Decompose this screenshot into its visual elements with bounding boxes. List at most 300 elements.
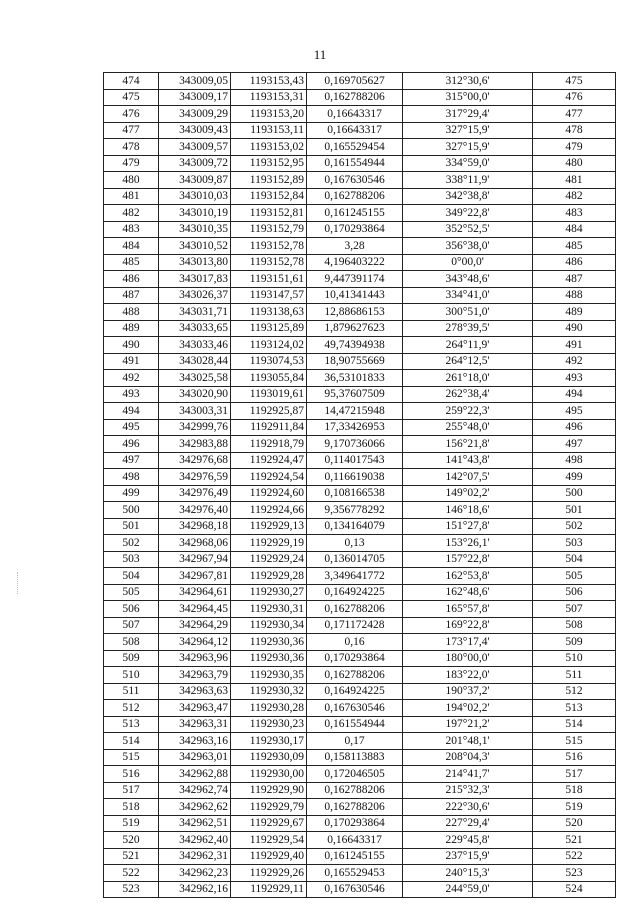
next-point-number-cell: 497 [533, 436, 616, 453]
bearing-cell: 190°37,2' [403, 683, 533, 700]
bearing-cell: 342°38,8' [403, 188, 533, 205]
table-row [104, 287, 616, 304]
distance-cell: 0,13 [307, 535, 403, 552]
y-coordinate-cell: 1193153,31 [231, 89, 307, 106]
next-point-number-cell: 504 [533, 551, 616, 568]
distance-cell: 0,16 [307, 634, 403, 651]
bearing-cell: 165°57,8' [403, 601, 533, 618]
table-row [104, 106, 616, 123]
distance-cell: 0,167630546 [307, 881, 403, 898]
next-point-number-cell: 484 [533, 221, 616, 238]
table-row [104, 188, 616, 205]
y-coordinate-cell: 1192924,54 [231, 469, 307, 486]
table-row [104, 320, 616, 337]
table-row [104, 89, 616, 106]
table-row [104, 518, 616, 535]
next-point-number-cell: 493 [533, 370, 616, 387]
distance-cell: 0,167630546 [307, 700, 403, 717]
next-point-number-cell: 511 [533, 667, 616, 684]
point-number-cell: 487 [104, 287, 159, 304]
next-point-number-cell: 475 [533, 73, 616, 90]
bearing-cell: 162°53,8' [403, 568, 533, 585]
bearing-cell: 244°59,0' [403, 881, 533, 898]
x-coordinate-cell: 343031,71 [159, 304, 231, 321]
point-number-cell: 504 [104, 568, 159, 585]
next-point-number-cell: 492 [533, 353, 616, 370]
table-row [104, 172, 616, 189]
next-point-number-cell: 498 [533, 452, 616, 469]
distance-cell: 0,164924225 [307, 584, 403, 601]
bearing-cell: 183°22,0' [403, 667, 533, 684]
distance-cell: 0,161245155 [307, 848, 403, 865]
next-point-number-cell: 505 [533, 568, 616, 585]
bearing-cell: 208°04,3' [403, 749, 533, 766]
x-coordinate-cell: 342963,01 [159, 749, 231, 766]
point-number-cell: 477 [104, 122, 159, 139]
point-number-cell: 495 [104, 419, 159, 436]
x-coordinate-cell: 342962,74 [159, 782, 231, 799]
x-coordinate-cell: 342967,94 [159, 551, 231, 568]
bearing-cell: 338°11,9' [403, 172, 533, 189]
bearing-cell: 315°00,0' [403, 89, 533, 106]
distance-cell: 0,114017543 [307, 452, 403, 469]
y-coordinate-cell: 1192924,66 [231, 502, 307, 519]
point-number-cell: 483 [104, 221, 159, 238]
table-row [104, 370, 616, 387]
x-coordinate-cell: 342962,16 [159, 881, 231, 898]
point-number-cell: 522 [104, 865, 159, 882]
y-coordinate-cell: 1193138,63 [231, 304, 307, 321]
table-row [104, 815, 616, 832]
table-row [104, 799, 616, 816]
bearing-cell: 255°48,0' [403, 419, 533, 436]
y-coordinate-cell: 1192929,28 [231, 568, 307, 585]
point-number-cell: 501 [104, 518, 159, 535]
point-number-cell: 507 [104, 617, 159, 634]
y-coordinate-cell: 1193152,78 [231, 254, 307, 271]
next-point-number-cell: 518 [533, 782, 616, 799]
x-coordinate-cell: 342963,96 [159, 650, 231, 667]
y-coordinate-cell: 1192930,23 [231, 716, 307, 733]
x-coordinate-cell: 343009,29 [159, 106, 231, 123]
x-coordinate-cell: 343009,57 [159, 139, 231, 156]
x-coordinate-cell: 343033,46 [159, 337, 231, 354]
next-point-number-cell: 485 [533, 238, 616, 255]
next-point-number-cell: 521 [533, 832, 616, 849]
table-row [104, 749, 616, 766]
table-row [104, 139, 616, 156]
bearing-cell: 300°51,0' [403, 304, 533, 321]
point-number-cell: 494 [104, 403, 159, 420]
bearing-cell: 169°22,8' [403, 617, 533, 634]
point-number-cell: 500 [104, 502, 159, 519]
next-point-number-cell: 523 [533, 865, 616, 882]
table-row [104, 502, 616, 519]
distance-cell: 12,88686153 [307, 304, 403, 321]
distance-cell: 0,158113883 [307, 749, 403, 766]
next-point-number-cell: 519 [533, 799, 616, 816]
next-point-number-cell: 516 [533, 749, 616, 766]
table-row [104, 337, 616, 354]
y-coordinate-cell: 1193151,61 [231, 271, 307, 288]
y-coordinate-cell: 1192930,34 [231, 617, 307, 634]
x-coordinate-cell: 343009,05 [159, 73, 231, 90]
distance-cell: 0,136014705 [307, 551, 403, 568]
bearing-cell: 194°02,2' [403, 700, 533, 717]
bearing-cell: 264°12,5' [403, 353, 533, 370]
distance-cell: 17,33426953 [307, 419, 403, 436]
point-number-cell: 485 [104, 254, 159, 271]
y-coordinate-cell: 1192930,27 [231, 584, 307, 601]
bearing-cell: 153°26,1' [403, 535, 533, 552]
y-coordinate-cell: 1192929,24 [231, 551, 307, 568]
bearing-cell: 240°15,3' [403, 865, 533, 882]
table-row [104, 535, 616, 552]
table-row [104, 403, 616, 420]
x-coordinate-cell: 342964,45 [159, 601, 231, 618]
bearing-cell: 278°39,5' [403, 320, 533, 337]
point-number-cell: 516 [104, 766, 159, 783]
y-coordinate-cell: 1193152,79 [231, 221, 307, 238]
next-point-number-cell: 476 [533, 89, 616, 106]
bearing-cell: 146°18,6' [403, 502, 533, 519]
x-coordinate-cell: 342976,68 [159, 452, 231, 469]
distance-cell: 0,167630546 [307, 172, 403, 189]
x-coordinate-cell: 342962,51 [159, 815, 231, 832]
point-number-cell: 520 [104, 832, 159, 849]
next-point-number-cell: 513 [533, 700, 616, 717]
point-number-cell: 513 [104, 716, 159, 733]
point-number-cell: 508 [104, 634, 159, 651]
point-number-cell: 479 [104, 155, 159, 172]
table-row [104, 353, 616, 370]
bearing-cell: 142°07,5' [403, 469, 533, 486]
bearing-cell: 156°21,8' [403, 436, 533, 453]
next-point-number-cell: 499 [533, 469, 616, 486]
distance-cell: 0,170293864 [307, 650, 403, 667]
distance-cell: 49,74394938 [307, 337, 403, 354]
distance-cell: 0,171172428 [307, 617, 403, 634]
x-coordinate-cell: 342968,06 [159, 535, 231, 552]
distance-cell: 0,172046505 [307, 766, 403, 783]
point-number-cell: 502 [104, 535, 159, 552]
bearing-cell: 0°00,0' [403, 254, 533, 271]
y-coordinate-cell: 1193152,89 [231, 172, 307, 189]
table-row [104, 485, 616, 502]
distance-cell: 0,170293864 [307, 815, 403, 832]
distance-cell: 3,349641772 [307, 568, 403, 585]
next-point-number-cell: 507 [533, 601, 616, 618]
x-coordinate-cell: 342964,29 [159, 617, 231, 634]
table-row [104, 766, 616, 783]
next-point-number-cell: 514 [533, 716, 616, 733]
x-coordinate-cell: 342968,18 [159, 518, 231, 535]
next-point-number-cell: 489 [533, 304, 616, 321]
x-coordinate-cell: 342962,31 [159, 848, 231, 865]
table-row [104, 221, 616, 238]
x-coordinate-cell: 342963,16 [159, 733, 231, 750]
table-row [104, 617, 616, 634]
y-coordinate-cell: 1192930,35 [231, 667, 307, 684]
point-number-cell: 480 [104, 172, 159, 189]
x-coordinate-cell: 343010,52 [159, 238, 231, 255]
table-row [104, 716, 616, 733]
bearing-cell: 352°52,5' [403, 221, 533, 238]
distance-cell: 95,37607509 [307, 386, 403, 403]
y-coordinate-cell: 1193152,81 [231, 205, 307, 222]
bearing-cell: 197°21,2' [403, 716, 533, 733]
y-coordinate-cell: 1192930,36 [231, 650, 307, 667]
bearing-cell: 157°22,8' [403, 551, 533, 568]
next-point-number-cell: 486 [533, 254, 616, 271]
y-coordinate-cell: 1193074,53 [231, 353, 307, 370]
y-coordinate-cell: 1192930,31 [231, 601, 307, 618]
point-number-cell: 498 [104, 469, 159, 486]
y-coordinate-cell: 1192930,32 [231, 683, 307, 700]
point-number-cell: 489 [104, 320, 159, 337]
bearing-cell: 215°32,3' [403, 782, 533, 799]
table-row [104, 238, 616, 255]
y-coordinate-cell: 1192918,79 [231, 436, 307, 453]
point-number-cell: 503 [104, 551, 159, 568]
next-point-number-cell: 522 [533, 848, 616, 865]
coordinates-table [103, 72, 616, 898]
point-number-cell: 512 [104, 700, 159, 717]
next-point-number-cell: 483 [533, 205, 616, 222]
point-number-cell: 492 [104, 370, 159, 387]
x-coordinate-cell: 343010,03 [159, 188, 231, 205]
distance-cell: 0,134164079 [307, 518, 403, 535]
point-number-cell: 505 [104, 584, 159, 601]
next-point-number-cell: 487 [533, 271, 616, 288]
next-point-number-cell: 480 [533, 155, 616, 172]
y-coordinate-cell: 1192929,19 [231, 535, 307, 552]
bearing-cell: 229°45,8' [403, 832, 533, 849]
distance-cell: 3,28 [307, 238, 403, 255]
point-number-cell: 491 [104, 353, 159, 370]
point-number-cell: 523 [104, 881, 159, 898]
next-point-number-cell: 506 [533, 584, 616, 601]
y-coordinate-cell: 1192924,60 [231, 485, 307, 502]
distance-cell: 0,169705627 [307, 73, 403, 90]
next-point-number-cell: 491 [533, 337, 616, 354]
point-number-cell: 519 [104, 815, 159, 832]
bearing-cell: 222°30,6' [403, 799, 533, 816]
table-row [104, 881, 616, 898]
y-coordinate-cell: 1192929,11 [231, 881, 307, 898]
bearing-cell: 162°48,6' [403, 584, 533, 601]
bearing-cell: 312°30,6' [403, 73, 533, 90]
point-number-cell: 484 [104, 238, 159, 255]
table-row [104, 650, 616, 667]
bearing-cell: 180°00,0' [403, 650, 533, 667]
bearing-cell: 343°48,6' [403, 271, 533, 288]
point-number-cell: 476 [104, 106, 159, 123]
distance-cell: 0,162788206 [307, 89, 403, 106]
table-row [104, 700, 616, 717]
next-point-number-cell: 482 [533, 188, 616, 205]
next-point-number-cell: 495 [533, 403, 616, 420]
x-coordinate-cell: 343020,90 [159, 386, 231, 403]
distance-cell: 0,16643317 [307, 106, 403, 123]
bearing-cell: 151°27,8' [403, 518, 533, 535]
bearing-cell: 237°15,9' [403, 848, 533, 865]
distance-cell: 0,161554944 [307, 155, 403, 172]
y-coordinate-cell: 1193153,43 [231, 73, 307, 90]
x-coordinate-cell: 342976,40 [159, 502, 231, 519]
bearing-cell: 141°43,8' [403, 452, 533, 469]
table-row [104, 469, 616, 486]
table-row [104, 452, 616, 469]
distance-cell: 0,165529453 [307, 865, 403, 882]
y-coordinate-cell: 1193124,02 [231, 337, 307, 354]
margin-mark [17, 572, 32, 594]
table-row [104, 205, 616, 222]
bearing-cell: 264°11,9' [403, 337, 533, 354]
next-point-number-cell: 502 [533, 518, 616, 535]
next-point-number-cell: 494 [533, 386, 616, 403]
y-coordinate-cell: 1192929,40 [231, 848, 307, 865]
bearing-cell: 261°18,0' [403, 370, 533, 387]
table-row [104, 584, 616, 601]
x-coordinate-cell: 342976,59 [159, 469, 231, 486]
x-coordinate-cell: 342962,40 [159, 832, 231, 849]
point-number-cell: 509 [104, 650, 159, 667]
distance-cell: 0,170293864 [307, 221, 403, 238]
y-coordinate-cell: 1193019,61 [231, 386, 307, 403]
point-number-cell: 490 [104, 337, 159, 354]
distance-cell: 9,170736066 [307, 436, 403, 453]
y-coordinate-cell: 1193152,95 [231, 155, 307, 172]
point-number-cell: 493 [104, 386, 159, 403]
point-number-cell: 497 [104, 452, 159, 469]
distance-cell: 0,108166538 [307, 485, 403, 502]
table-row [104, 419, 616, 436]
next-point-number-cell: 481 [533, 172, 616, 189]
bearing-cell: 259°22,3' [403, 403, 533, 420]
next-point-number-cell: 524 [533, 881, 616, 898]
distance-cell: 0,16643317 [307, 122, 403, 139]
point-number-cell: 488 [104, 304, 159, 321]
next-point-number-cell: 515 [533, 733, 616, 750]
point-number-cell: 511 [104, 683, 159, 700]
y-coordinate-cell: 1192930,00 [231, 766, 307, 783]
y-coordinate-cell: 1192911,84 [231, 419, 307, 436]
x-coordinate-cell: 342976,49 [159, 485, 231, 502]
x-coordinate-cell: 342967,81 [159, 568, 231, 585]
distance-cell: 0,162788206 [307, 667, 403, 684]
distance-cell: 0,16643317 [307, 832, 403, 849]
x-coordinate-cell: 343017,83 [159, 271, 231, 288]
bearing-cell: 334°59,0' [403, 155, 533, 172]
y-coordinate-cell: 1192929,13 [231, 518, 307, 535]
next-point-number-cell: 520 [533, 815, 616, 832]
x-coordinate-cell: 343025,58 [159, 370, 231, 387]
distance-cell: 0,161554944 [307, 716, 403, 733]
point-number-cell: 521 [104, 848, 159, 865]
x-coordinate-cell: 342963,31 [159, 716, 231, 733]
table-row [104, 782, 616, 799]
point-number-cell: 482 [104, 205, 159, 222]
distance-cell: 0,162788206 [307, 188, 403, 205]
x-coordinate-cell: 343010,19 [159, 205, 231, 222]
table-row [104, 122, 616, 139]
x-coordinate-cell: 342983,88 [159, 436, 231, 453]
bearing-cell: 356°38,0' [403, 238, 533, 255]
distance-cell: 0,165529454 [307, 139, 403, 156]
point-number-cell: 496 [104, 436, 159, 453]
table-row [104, 568, 616, 585]
distance-cell: 10,41341443 [307, 287, 403, 304]
bearing-cell: 349°22,8' [403, 205, 533, 222]
distance-cell: 0,116619038 [307, 469, 403, 486]
table-row [104, 601, 616, 618]
y-coordinate-cell: 1192930,09 [231, 749, 307, 766]
x-coordinate-cell: 343013,80 [159, 254, 231, 271]
table-row [104, 634, 616, 651]
table-row [104, 304, 616, 321]
table-row [104, 667, 616, 684]
next-point-number-cell: 517 [533, 766, 616, 783]
x-coordinate-cell: 342964,12 [159, 634, 231, 651]
next-point-number-cell: 510 [533, 650, 616, 667]
next-point-number-cell: 477 [533, 106, 616, 123]
x-coordinate-cell: 343026,37 [159, 287, 231, 304]
y-coordinate-cell: 1192929,79 [231, 799, 307, 816]
y-coordinate-cell: 1192929,26 [231, 865, 307, 882]
next-point-number-cell: 508 [533, 617, 616, 634]
y-coordinate-cell: 1192925,87 [231, 403, 307, 420]
x-coordinate-cell: 342963,63 [159, 683, 231, 700]
y-coordinate-cell: 1193153,20 [231, 106, 307, 123]
table-row [104, 436, 616, 453]
distance-cell: 0,162788206 [307, 782, 403, 799]
y-coordinate-cell: 1193147,57 [231, 287, 307, 304]
x-coordinate-cell: 343009,87 [159, 172, 231, 189]
y-coordinate-cell: 1193153,11 [231, 122, 307, 139]
y-coordinate-cell: 1192930,36 [231, 634, 307, 651]
bearing-cell: 227°29,4' [403, 815, 533, 832]
point-number-cell: 481 [104, 188, 159, 205]
x-coordinate-cell: 343028,44 [159, 353, 231, 370]
x-coordinate-cell: 343010,35 [159, 221, 231, 238]
bearing-cell: 327°15,9' [403, 139, 533, 156]
next-point-number-cell: 500 [533, 485, 616, 502]
distance-cell: 0,162788206 [307, 601, 403, 618]
next-point-number-cell: 478 [533, 122, 616, 139]
x-coordinate-cell: 342963,47 [159, 700, 231, 717]
next-point-number-cell: 479 [533, 139, 616, 156]
distance-cell: 9,356778292 [307, 502, 403, 519]
y-coordinate-cell: 1192929,90 [231, 782, 307, 799]
x-coordinate-cell: 343009,72 [159, 155, 231, 172]
table-row [104, 155, 616, 172]
y-coordinate-cell: 1193152,78 [231, 238, 307, 255]
bearing-cell: 262°38,4' [403, 386, 533, 403]
x-coordinate-cell: 342964,61 [159, 584, 231, 601]
table-row [104, 551, 616, 568]
x-coordinate-cell: 342962,88 [159, 766, 231, 783]
point-number-cell: 506 [104, 601, 159, 618]
distance-cell: 0,17 [307, 733, 403, 750]
distance-cell: 36,53101833 [307, 370, 403, 387]
next-point-number-cell: 503 [533, 535, 616, 552]
point-number-cell: 518 [104, 799, 159, 816]
distance-cell: 0,162788206 [307, 799, 403, 816]
distance-cell: 4,196403222 [307, 254, 403, 271]
y-coordinate-cell: 1192930,28 [231, 700, 307, 717]
bearing-cell: 327°15,9' [403, 122, 533, 139]
